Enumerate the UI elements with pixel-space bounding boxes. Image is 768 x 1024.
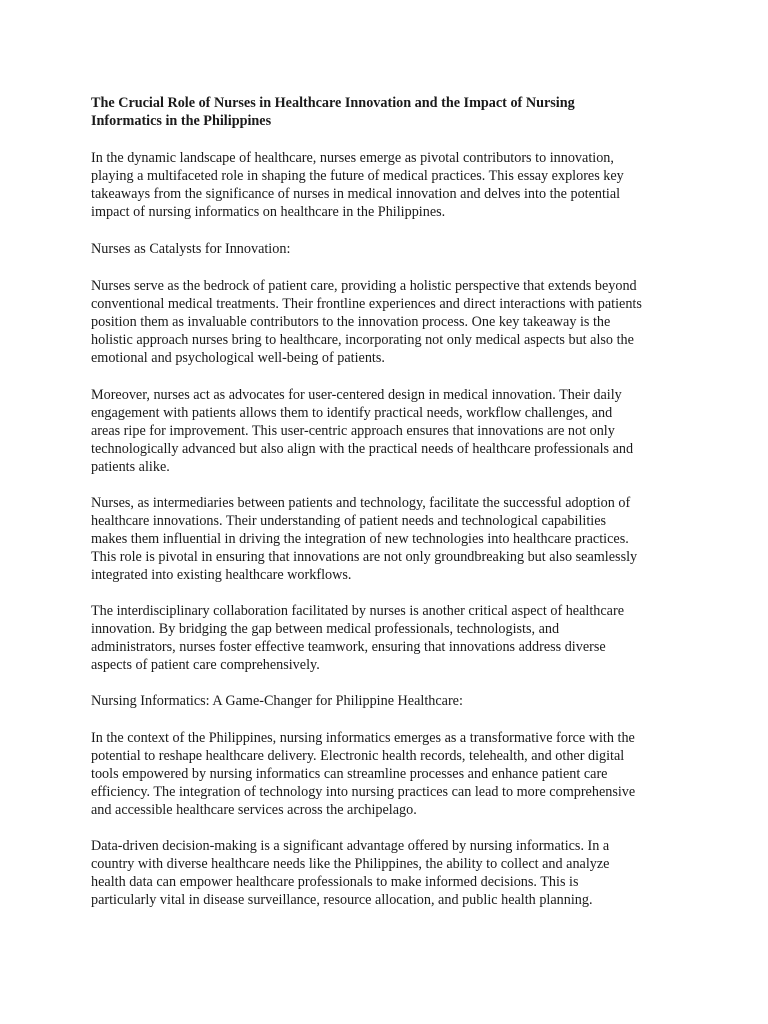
section-heading-catalysts: Nurses as Catalysts for Innovation: (91, 241, 291, 257)
paragraph-intermediaries: Nurses, as intermediaries between patients and technology, facilitate the successful adoption of healthcare innovations. Their understanding of patient needs and technological capabilities makes them influential in driving the integration of new technologies into healthcare practices. This role is pivotal in ensuring that innovations are not only groundbreaking but also seamlessly integrated into existing healthcare workflows. (91, 495, 638, 584)
paragraph-collaboration: The interdisciplinary collaboration facilitated by nurses is another critical aspect of healthcare innovation. By bridging the gap between medical professionals, technologists, and administrators, nurses foster effective teamwork, ensuring that innovations address diverse aspects of patient care comprehensively. (91, 603, 624, 674)
section-heading-informatics: Nursing Informatics: A Game-Changer for Philippine Healthcare: (91, 693, 463, 709)
document-title: The Crucial Role of Nurses in Healthcare Innovation and the Impact of Nursing Informatics in the Philippines (91, 95, 575, 129)
paragraph-data-driven: Data-driven decision-making is a significant advantage offered by nursing informatics. In a country with diverse healthcare needs like the Philippines, the ability to collect and analyze health data can empower healthcare professionals to make informed decisions. This is particularly vital in disease surveillance, resource allocation, and public health planning. (91, 838, 610, 909)
paragraph-advocates: Moreover, nurses act as advocates for user-centered design in medical innovation. Their daily engagement with patients allows them to identify practical needs, workflow challenges, and areas ripe for improvement. This user-centric approach ensures that innovations are not only technologically advanced but also align with the practical needs of healthcare professionals and patients alike. (91, 387, 634, 476)
paragraph-context: In the context of the Philippines, nursing informatics emerges as a transformative force with the potential to reshape healthcare delivery. Electronic health records, telehealth, and other digital tools empowered by nursing informatics can streamline processes and enhance patient care efficiency. The integration of technology into nursing practices can lead to more comprehensive and accessible healthcare services across the archipelago. (91, 730, 636, 819)
paragraph-intro: In the dynamic landscape of healthcare, nurses emerge as pivotal contributors to innovation, playing a multifaceted role in shaping the future of medical practices. This essay explores key takeaways from the significance of nurses in medical innovation and delves into the potential impact of nursing informatics on healthcare in the Philippines. (91, 150, 624, 221)
paragraph-bedrock: Nurses serve as the bedrock of patient care, providing a holistic perspective that extends beyond conventional medical treatments. Their frontline experiences and direct interactions with patients position them as invaluable contributors to the innovation process. One key takeaway is the holistic approach nurses bring to healthcare, incorporating not only medical aspects but also the emotional and psychological well-being of patients. (91, 278, 642, 367)
